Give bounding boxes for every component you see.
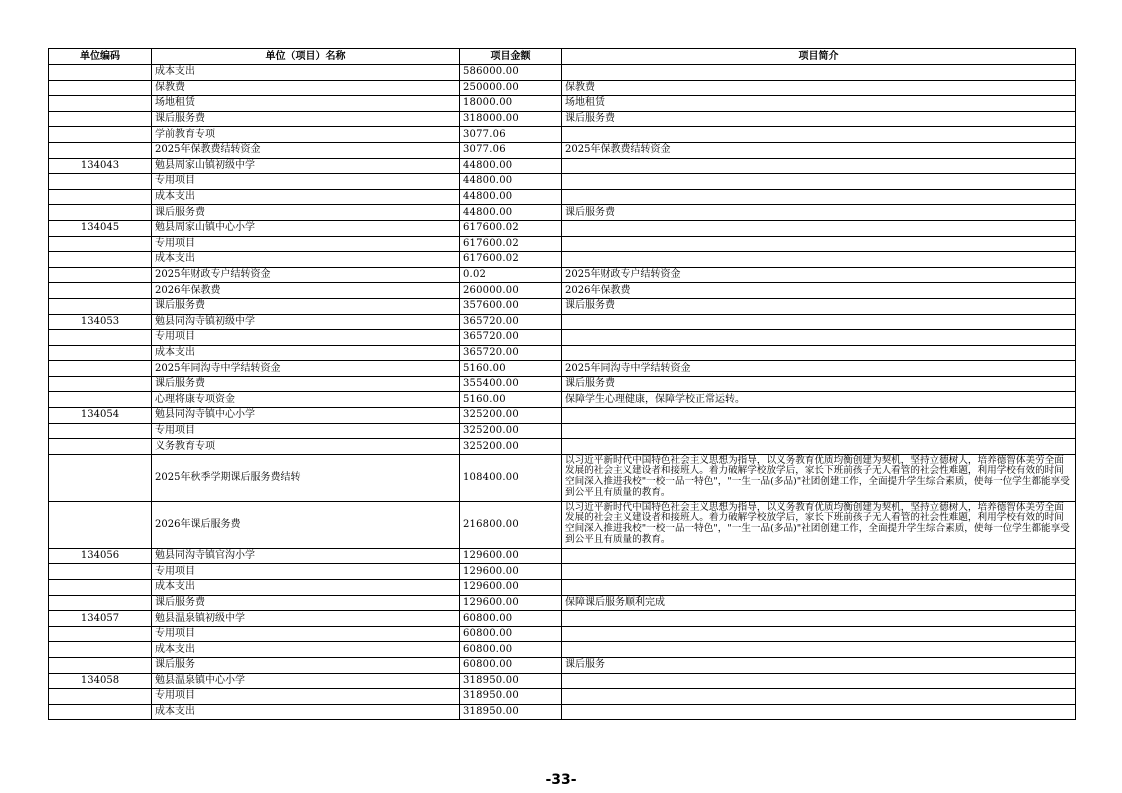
table-row	[49, 345, 1076, 361]
description-cell	[562, 314, 1076, 330]
header-unit-code: 单位编码	[49, 49, 152, 65]
table-row	[49, 611, 1076, 627]
table-row	[49, 580, 1076, 596]
unit-code-cell	[49, 236, 152, 252]
unit-code-cell	[49, 454, 152, 501]
amount-cell: 129600.00	[460, 595, 562, 611]
unit-code-cell	[49, 80, 152, 96]
unit-name-cell: 成本支出	[152, 65, 460, 81]
table-row	[49, 564, 1076, 580]
unit-code-cell	[49, 252, 152, 268]
amount-cell: 325200.00	[460, 439, 562, 455]
unit-name-cell: 课后服务费	[152, 376, 460, 392]
description-cell	[562, 236, 1076, 252]
table-row	[49, 220, 1076, 236]
description-cell	[562, 252, 1076, 268]
description-cell: 场地租赁	[562, 96, 1076, 112]
description-cell: 以习近平新时代中国特色社会主义思想为指导，以义务教育优质均衡创建为契机，坚持立德树人，培养德智体美劳全面发展的社会主义建设者和接班人。着力破解学校放学后，家长下班前孩子无人看管的社会性难题，利用学校有效的时间空间深入推进我校"一校一品一特色"，"一生一品(多品)"社团创建工作，全面提升学生综合素质，使每一位学生都能享受到公平且有质量的教育。	[562, 501, 1076, 548]
unit-name-cell: 课后服务费	[152, 298, 460, 314]
unit-name-cell: 保教费	[152, 80, 460, 96]
amount-cell: 3077.06	[460, 127, 562, 143]
table-row	[49, 689, 1076, 705]
amount-cell: 44800.00	[460, 174, 562, 190]
amount-cell: 216800.00	[460, 501, 562, 548]
table-row	[49, 330, 1076, 346]
table-row	[49, 111, 1076, 127]
unit-code-cell	[49, 267, 152, 283]
budget-table	[48, 48, 1076, 720]
unit-name-cell: 学前教育专项	[152, 127, 460, 143]
table-body	[49, 65, 1076, 720]
unit-name-cell: 勉县同沟寺镇中心小学	[152, 408, 460, 424]
unit-code-cell	[49, 298, 152, 314]
description-cell	[562, 689, 1076, 705]
unit-name-cell: 成本支出	[152, 252, 460, 268]
amount-cell: 318950.00	[460, 704, 562, 720]
table-row	[49, 392, 1076, 408]
unit-code-cell	[49, 626, 152, 642]
description-cell	[562, 65, 1076, 81]
unit-code-cell: 134056	[49, 548, 152, 564]
unit-code-cell: 134054	[49, 408, 152, 424]
amount-cell: 60800.00	[460, 626, 562, 642]
amount-cell: 5160.00	[460, 361, 562, 377]
unit-code-cell	[49, 689, 152, 705]
unit-code-cell: 134045	[49, 220, 152, 236]
table-row	[49, 548, 1076, 564]
unit-code-cell: 134058	[49, 673, 152, 689]
description-cell: 课后服务	[562, 658, 1076, 674]
description-cell: 课后服务费	[562, 205, 1076, 221]
table-row	[49, 80, 1076, 96]
unit-name-cell: 2025年秋季学期课后服务费结转	[152, 454, 460, 501]
amount-cell: 586000.00	[460, 65, 562, 81]
unit-code-cell	[49, 330, 152, 346]
table-row	[49, 595, 1076, 611]
amount-cell: 129600.00	[460, 548, 562, 564]
unit-name-cell: 专用项目	[152, 423, 460, 439]
amount-cell: 318000.00	[460, 111, 562, 127]
amount-cell: 260000.00	[460, 283, 562, 299]
amount-cell: 18000.00	[460, 96, 562, 112]
table-header-row	[49, 49, 1076, 65]
unit-name-cell: 心理将康专项资金	[152, 392, 460, 408]
table-row	[49, 626, 1076, 642]
unit-name-cell: 课后服务费	[152, 205, 460, 221]
unit-name-cell: 勉县周家山镇初级中学	[152, 158, 460, 174]
description-cell	[562, 158, 1076, 174]
unit-code-cell	[49, 392, 152, 408]
unit-name-cell: 成本支出	[152, 642, 460, 658]
unit-name-cell: 勉县温泉镇中心小学	[152, 673, 460, 689]
table-row	[49, 236, 1076, 252]
unit-name-cell: 课后服务费	[152, 111, 460, 127]
amount-cell: 318950.00	[460, 673, 562, 689]
unit-code-cell	[49, 174, 152, 190]
amount-cell: 325200.00	[460, 423, 562, 439]
description-cell: 2025年同沟寺中学结转资金	[562, 361, 1076, 377]
unit-name-cell: 专用项目	[152, 564, 460, 580]
amount-cell: 129600.00	[460, 580, 562, 596]
amount-cell: 60800.00	[460, 658, 562, 674]
amount-cell: 365720.00	[460, 345, 562, 361]
amount-cell: 357600.00	[460, 298, 562, 314]
description-cell	[562, 127, 1076, 143]
unit-name-cell: 勉县周家山镇中心小学	[152, 220, 460, 236]
table-row	[49, 658, 1076, 674]
table-row	[49, 283, 1076, 299]
table-row	[49, 127, 1076, 143]
table-row	[49, 174, 1076, 190]
amount-cell: 5160.00	[460, 392, 562, 408]
table-row	[49, 501, 1076, 548]
header-unit-name: 单位（项目）名称	[152, 49, 460, 65]
unit-code-cell	[49, 423, 152, 439]
description-cell	[562, 174, 1076, 190]
unit-name-cell: 2025年保教费结转资金	[152, 142, 460, 158]
description-cell	[562, 642, 1076, 658]
amount-cell: 0.02	[460, 267, 562, 283]
description-cell	[562, 704, 1076, 720]
amount-cell: 617600.02	[460, 252, 562, 268]
unit-code-cell	[49, 345, 152, 361]
unit-name-cell: 专用项目	[152, 626, 460, 642]
description-cell: 课后服务费	[562, 111, 1076, 127]
description-cell: 2025年财政专户结转资金	[562, 267, 1076, 283]
unit-code-cell	[49, 376, 152, 392]
unit-name-cell: 专用项目	[152, 689, 460, 705]
description-cell	[562, 220, 1076, 236]
unit-code-cell: 134043	[49, 158, 152, 174]
description-cell	[562, 564, 1076, 580]
unit-code-cell	[49, 704, 152, 720]
amount-cell: 44800.00	[460, 205, 562, 221]
unit-code-cell	[49, 283, 152, 299]
description-cell: 保障课后服务顺利完成	[562, 595, 1076, 611]
amount-cell: 318950.00	[460, 689, 562, 705]
unit-code-cell	[49, 439, 152, 455]
unit-name-cell: 义务教育专项	[152, 439, 460, 455]
unit-code-cell	[49, 127, 152, 143]
amount-cell: 365720.00	[460, 330, 562, 346]
table-row	[49, 423, 1076, 439]
unit-code-cell	[49, 205, 152, 221]
amount-cell: 617600.02	[460, 236, 562, 252]
table-row	[49, 142, 1076, 158]
amount-cell: 365720.00	[460, 314, 562, 330]
table-row	[49, 189, 1076, 205]
amount-cell: 108400.00	[460, 454, 562, 501]
description-cell	[562, 548, 1076, 564]
table-row	[49, 314, 1076, 330]
unit-code-cell	[49, 595, 152, 611]
amount-cell: 355400.00	[460, 376, 562, 392]
description-cell	[562, 408, 1076, 424]
description-cell	[562, 423, 1076, 439]
description-cell: 课后服务费	[562, 298, 1076, 314]
description-cell: 2026年保教费	[562, 283, 1076, 299]
description-cell	[562, 580, 1076, 596]
header-amount: 项目金额	[460, 49, 562, 65]
table-row	[49, 96, 1076, 112]
unit-name-cell: 勉县温泉镇初级中学	[152, 611, 460, 627]
table-row	[49, 158, 1076, 174]
table-row	[49, 673, 1076, 689]
unit-name-cell: 成本支出	[152, 580, 460, 596]
unit-name-cell: 2026年保教费	[152, 283, 460, 299]
unit-name-cell: 2025年财政专户结转资金	[152, 267, 460, 283]
unit-code-cell	[49, 65, 152, 81]
description-cell: 课后服务费	[562, 376, 1076, 392]
description-cell	[562, 345, 1076, 361]
description-cell: 以习近平新时代中国特色社会主义思想为指导，以义务教育优质均衡创建为契机，坚持立德树人，培养德智体美劳全面发展的社会主义建设者和接班人。着力破解学校放学后，家长下班前孩子无人看管的社会性难题，利用学校有效的时间空间深入推进我校"一校一品一特色"，"一生一品(多品)"社团创建工作，全面提升学生综合素质，使每一位学生都能享受到公平且有质量的教育。	[562, 454, 1076, 501]
unit-name-cell: 成本支出	[152, 704, 460, 720]
table-row	[49, 408, 1076, 424]
unit-name-cell: 课后服务	[152, 658, 460, 674]
table-row	[49, 252, 1076, 268]
unit-code-cell: 134053	[49, 314, 152, 330]
unit-code-cell: 134057	[49, 611, 152, 627]
table-row	[49, 205, 1076, 221]
unit-name-cell: 场地租赁	[152, 96, 460, 112]
amount-cell: 129600.00	[460, 564, 562, 580]
description-cell: 2025年保教费结转资金	[562, 142, 1076, 158]
unit-name-cell: 专用项目	[152, 174, 460, 190]
amount-cell: 44800.00	[460, 158, 562, 174]
amount-cell: 60800.00	[460, 611, 562, 627]
unit-name-cell: 课后服务费	[152, 595, 460, 611]
table-row	[49, 267, 1076, 283]
table-row	[49, 642, 1076, 658]
description-cell: 保教费	[562, 80, 1076, 96]
description-cell	[562, 673, 1076, 689]
table-row	[49, 298, 1076, 314]
amount-cell: 3077.06	[460, 142, 562, 158]
unit-code-cell	[49, 111, 152, 127]
unit-code-cell	[49, 642, 152, 658]
amount-cell: 617600.02	[460, 220, 562, 236]
unit-code-cell	[49, 580, 152, 596]
description-cell: 保障学生心理健康，保障学校正常运转。	[562, 392, 1076, 408]
amount-cell: 325200.00	[460, 408, 562, 424]
table-row	[49, 454, 1076, 501]
unit-name-cell: 勉县同沟寺镇官沟小学	[152, 548, 460, 564]
unit-code-cell	[49, 564, 152, 580]
description-cell	[562, 189, 1076, 205]
unit-name-cell: 2026年课后服务费	[152, 501, 460, 548]
table-row	[49, 65, 1076, 81]
table-row	[49, 704, 1076, 720]
unit-code-cell	[49, 189, 152, 205]
unit-name-cell: 专用项目	[152, 236, 460, 252]
unit-name-cell: 成本支出	[152, 345, 460, 361]
unit-name-cell: 2025年同沟寺中学结转资金	[152, 361, 460, 377]
table-row	[49, 439, 1076, 455]
description-cell	[562, 611, 1076, 627]
unit-name-cell: 专用项目	[152, 330, 460, 346]
unit-name-cell: 成本支出	[152, 189, 460, 205]
description-cell	[562, 439, 1076, 455]
unit-code-cell	[49, 501, 152, 548]
unit-name-cell: 勉县同沟寺镇初级中学	[152, 314, 460, 330]
amount-cell: 60800.00	[460, 642, 562, 658]
header-description: 项目简介	[562, 49, 1076, 65]
description-cell	[562, 626, 1076, 642]
page-number: -33-	[545, 772, 577, 788]
amount-cell: 250000.00	[460, 80, 562, 96]
unit-code-cell	[49, 96, 152, 112]
table-row	[49, 361, 1076, 377]
table-row	[49, 376, 1076, 392]
unit-code-cell	[49, 658, 152, 674]
amount-cell: 44800.00	[460, 189, 562, 205]
unit-code-cell	[49, 142, 152, 158]
description-cell	[562, 330, 1076, 346]
unit-code-cell	[49, 361, 152, 377]
